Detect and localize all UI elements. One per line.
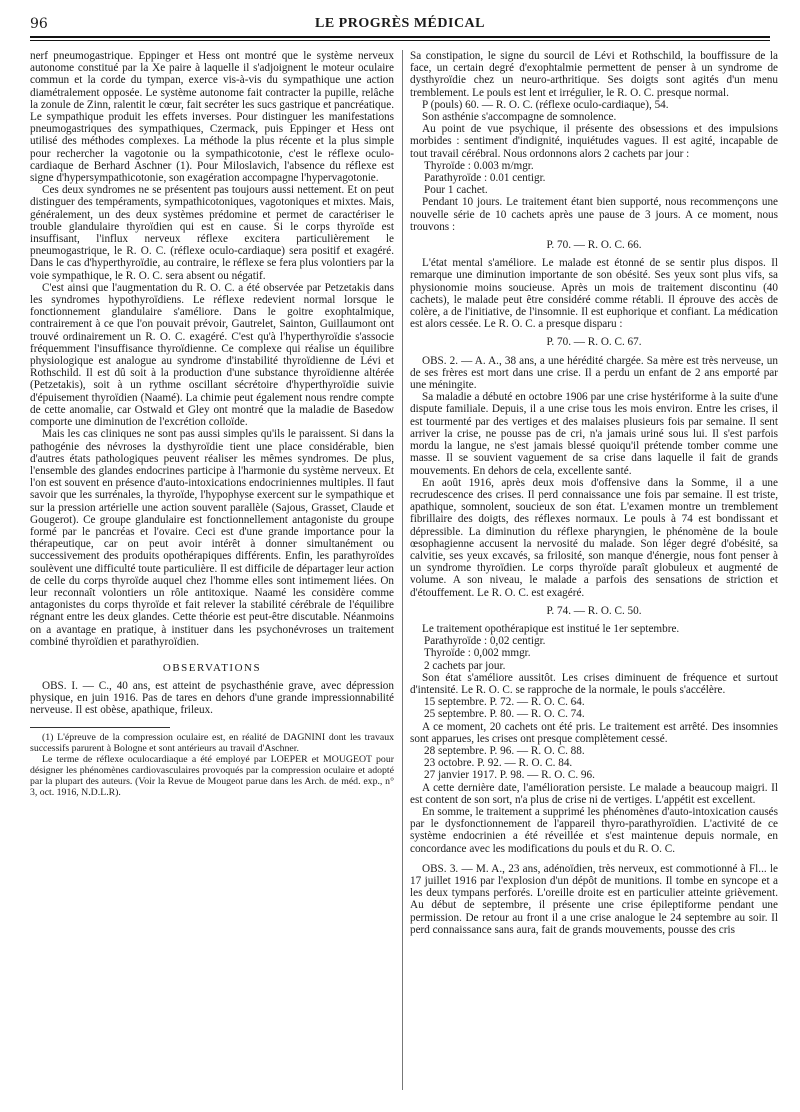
prescription-line: Pour 1 cachet.	[424, 184, 488, 197]
paragraph: A ce moment, 20 cachets ont été pris. Le traitement est arrêté. Des insomnies sont apparues, les crises ont presque complètement cessé.	[410, 720, 778, 745]
paragraph: Ces deux syndromes ne se présentent pas toujours aussi nettement. Et on peut distinguer des tempéraments, sympathicotoniques, vagotoniques et mixtes. Mais, généralement, un des deux systèmes prédomine et permet de caractériser le trouble glandulaire thyroïdien qui est en cause. Si le corps thyroïde est insuffisant, l'influx nerveux réflexe excitera particulièrement le pneumogastrique, le R. O. C. (réflexe oculo-cardiaque) sera positif et exagéré. Dans le cas d'hyperthyroïdie, au contraire, le réflexe se fera plus volontiers par la voie sympathique, le R. O. C. sera absent ou négatif.	[30, 184, 394, 282]
observation-1: OBS. I. — C., 40 ans, est atteint de psychasthénie grave, avec dépression physique, en juin 1916. Pas de tares en dehors d'une grande impressionnabilité nerveuse. Il est obèse, apathique, frileux.	[30, 679, 394, 717]
prescription-line: Thyroïde : 0,002 mmgr.	[424, 647, 531, 660]
paragraph: Son asthénie s'accompagne de somnolence.	[422, 111, 617, 124]
measurement-line: P. 70. — R. O. C. 67.	[546, 336, 642, 349]
paragraph: Pendant 10 jours. Le traitement étant bien supporté, nous recommençons une nouvelle série de 10 cachets après une pause de 3 jours. A ce moment, nous trouvons :	[410, 196, 778, 233]
prescription-line: Parathyroïde : 0,02 centigr.	[424, 635, 546, 648]
header-rule-thin	[30, 40, 770, 41]
paragraph: En août 1916, après deux mois d'offensive dans la Somme, il a une recrudescence des crises. Il perd connaissance une fois par semaine. Il est triste, apathique, somnolent, soucieux de son état. L'examen montre un tremblement fibrillaire des doigts, des réflexes normaux. Le pouls à 74 est bondissant et dépressible. La diminution du réflexe pharyngien, le phénomène de la boule œsophagienne accusent la nervosité du malade. Son léger degré d'obésité, sa calvitie, ses yeux excavés, sa frilosité, son manque d'énergie, nous font penser à un syndrome thyroïdien. Le corps thyroïde paraît globuleux et augmenté de volume. A son niveau, le malade a parfois des sensations de striction et d'étouffement. Le R. O. C. est exagéré.	[410, 476, 778, 599]
paragraph: Le traitement opothérapique est institué le 1er septembre.	[422, 622, 680, 635]
dated-measurement: 15 septembre. P. 72. — R. O. C. 64.	[424, 696, 585, 709]
paragraph: Sa constipation, le signe du sourcil de Lévi et Rothschild, la bouffissure de la face, un certain degré d'exophtalmie permettent de penser à un syndrome de dysthyroïdie chez un neuro-arthritique. Ses doigts sont agités d'un menu tremblement. Le pouls est lent et irrégulier, le R. O. C. presque normal.	[410, 50, 778, 99]
dated-measurement: 23 octobre. P. 92. — R. O. C. 84.	[424, 757, 573, 770]
paragraph: Mais les cas cliniques ne sont pas aussi simples qu'ils le paraissent. Si dans la pathogénie des névroses la dysthyroïdie tient une place considérable, bien d'autres états pathologiques peuvent réaliser les mêmes syndromes. De plus, l'ensemble des glandes endocrines participe à l'harmonie du système nerveux. Et l'on est souvent en présence d'auto-intoxications endocriniennes multiples. Il faut savoir que les surrénales, la thyroïde, l'hypophyse exercent sur le sympathique et sur la pression artérielle une action souvent parallèle (Sajous, Grasset, Claude et Gougerot). Ce groupe glandulaire est fonctionnellement antagoniste du groupe formé par le pancréas et l'ovaire. Ceci est d'une grande importance pour la thérapeutique, car on peut avoir intérêt à donner simultanément ou successivement des produits opothérapiques différents. Enfin, les parathyroïdes soulèvent une difficulté toute particulière. Il est difficile de départager leur action de celle du corps thyroïde auquel chez l'homme elles sont intimement liées. On leur reconnaît volontiers un rôle antitoxique. Naamé les considère comme antagonistes du corps thyroïde et fait relever la stabilité cérébrale de l'équilibre régnant entre les deux glandes. Cette théorie est peut-être discutable. Néanmoins on a avantage en pratique, à instituer dans les psychonévroses un traitement combiné thyroïdien et parathyroïdien.	[30, 428, 394, 648]
paragraph: Son état s'améliore aussitôt. Les crises diminuent de fréquence et surtout d'intensité. Le R. O. C. se rapproche de la normale, le pouls s'accélère.	[410, 671, 778, 696]
paragraph: L'état mental s'améliore. Le malade est étonné de se sentir plus dispos. Il remarque une diminution importante de son obésité. Ses yeux sont plus vifs, sa physionomie moins soucieuse. Après un mois de traitement discontinu (40 cachets), le malade peut être considéré comme rétabli. Il éprouve des accès de colère, a de l'initiative, de l'insomnie. Il est euphorique et confiant. La médication est alors cessée. Le R. O. C. a presque disparu :	[410, 257, 778, 331]
prescription-line: Parathyroïde : 0.01 centigr.	[424, 172, 546, 185]
dated-measurement: 27 janvier 1917. P. 98. — R. O. C. 96.	[424, 769, 595, 782]
left-column	[30, 50, 394, 798]
paragraph: Au point de vue psychique, il présente des obsessions et des impulsions morbides : sentiment d'indignité, inquiétudes vagues. Il est agité, incapable de tout travail cérébral. Nous ordonnons alors 2 cachets par jour :	[410, 123, 778, 160]
paragraph: nerf pneumogastrique. Eppinger et Hess ont montré que le système nerveux autonome constitué par la Xe paire à laquelle il s'adjoignent le moteur oculaire commun et la corde du tympan, exerce vis-à-vis du sympathique une action diamétralement opposée. Le système autonome fait contracter la pupille, relâche la zonule de Zinn, ralentit le cœur, fait secréter les sucs gastrique et pancréatique. Le sympathique produit les effets inverses. Pour distinguer les manifestations pneumogastriques des sympathiques, Czermack, puis Eppinger et Hess ont utilisé des méthodes complexes. La méthode la plus récente et la plus simple pour rechercher la vagotonie ou la sympathicotonie, c'est le réflexe oculo-cardiaque de Berhard Aschner (1). Pour Miloslavich, l'absence du réflexe est signe d'hypersympathicotonie, son exagération accompagne l'hypervagotonie.	[30, 50, 394, 185]
page-number: 96	[30, 16, 48, 32]
dated-measurement: 25 septembre. P. 80. — R. O. C. 74.	[424, 708, 585, 721]
paragraph: A cette dernière date, l'amélioration persiste. Le malade a beaucoup maigri. Il est content de son sort, n'a plus de crise ni de vertiges. L'appétit est excellent.	[410, 781, 778, 806]
paragraph: En somme, le traitement a supprimé les phénomènes d'auto-intoxication causés par le dysfonctionnement de l'appareil thyro-parathyroïdien. L'activité de ce système endocrinien a été réveillée et s'est maintenue depuis normale, en concordance avec les modifications du pouls et du R. O. C.	[410, 805, 778, 855]
dated-measurement: 28 septembre. P. 96. — R. O. C. 88.	[424, 744, 585, 757]
paragraph: Sa maladie a débuté en octobre 1906 par une crise hystériforme à la suite d'une dispute familiale. Depuis, il a une crise tous les mois environ. Entre les crises, il est tourmenté par des vertiges et des malaises plusieurs fois par semaine. Il sent arriver la crise, ne pousse pas de cri, n'a jamais uriné sous lui. Il s'est parfois mordu la langue, ne s'est jamais blessé quoiqu'il prétende tomber comme une masse. Il se souvient vaguement de sa crise dans laquelle il fait de grands mouvements. En dehors de cela, excellente santé.	[410, 391, 778, 477]
section-title-observations: OBSERVATIONS	[162, 661, 262, 674]
measurement-line: P. 74. — R. O. C. 50.	[546, 604, 642, 617]
measurement-line: P (pouls) 60. — R. O. C. (réflexe oculo-cardiaque), 54.	[422, 98, 669, 111]
footnote: (1) L'épreuve de la compression oculaire est, en réalité de DAGNINI dont les travaux successifs parurent à Bologne et sont antérieurs au travail d'Aschner.	[30, 731, 394, 754]
measurement-line: P. 70. — R. O. C. 66.	[546, 239, 642, 252]
column-divider	[402, 50, 403, 1090]
page-header	[30, 12, 770, 42]
prescription-line: Thyroïde : 0.003 m/mgr.	[424, 159, 534, 172]
journal-title: LE PROGRÈS MÉDICAL	[314, 16, 486, 31]
observation-2: OBS. 2. — A. A., 38 ans, a une hérédité chargée. Sa mère est très nerveuse, un de ses frères est mort dans une crise. Il a perdu un enfant de 2 ans emporté par une méningite.	[410, 354, 778, 392]
footnote-rule	[30, 727, 170, 728]
right-column	[410, 50, 778, 936]
footnote: Le terme de réflexe oculocardiaque a été employé par LOEPER et MOUGEOT pour désigner les phénomènes cardiovasculaires provoqués par la compression oculaire et adopté par la plupart des auteurs. (Voir la Revue de Mougeot parue dans les Arch. de méd. exp., n° 3, oct. 1916, N.D.L.R).	[30, 753, 394, 798]
paragraph: C'est ainsi que l'augmentation du R. O. C. a été observée par Petzetakis dans les syndromes hypothyroïdiens. Le réflexe redevient normal lorsque le fonctionnement glandulaire s'améliore. Dans le goitre exophtalmique, contrairement à ce que l'on pouvait prévoir, Gautrelet, Sainton, Guillaumont ont trouvé ordinairement un R. O. C. exagéré. C'est qu'à l'hyperthyroïdie s'associe fréquemment l'insuffisance thyroïdienne. Ce complexe qui réalise un équilibre physiologique est analogue au syndrome d'instabilité thyroïdienne de Lévi et Rothschild. Il est dû soit à la production d'une substance thyroïdienne altérée (Petzetakis), soit à un rythme oscillant sécrétoire d'hyperthyroïdie suivie d'épuisement thyroïdien (Naamé). La chimie peut également nous rendre compte de cette anomalie, car Ostwald et Gley ont montré que la maladie de Basedow comporte une diminution de l'excrétion colloïde.	[30, 281, 394, 429]
prescription-line: 2 cachets par jour.	[424, 659, 506, 672]
header-rule	[30, 36, 770, 38]
observation-3: OBS. 3. — M. A., 23 ans, adénoïdien, très nerveux, est commotionné à Fl... le 17 juillet 1916 par l'explosion d'un dépôt de munitions. Il tombe en syncope et a les deux tympans perforés. L'oreille droite est en particulier atteinte grièvement. Au début de septembre, il présente une crise épileptiforme pendant une permission. De retour au front il a une crise analogue le 24 septembre au soir. Il perd connaissance sans aura, fait de grands mouvements, pousse des cris	[410, 862, 778, 936]
